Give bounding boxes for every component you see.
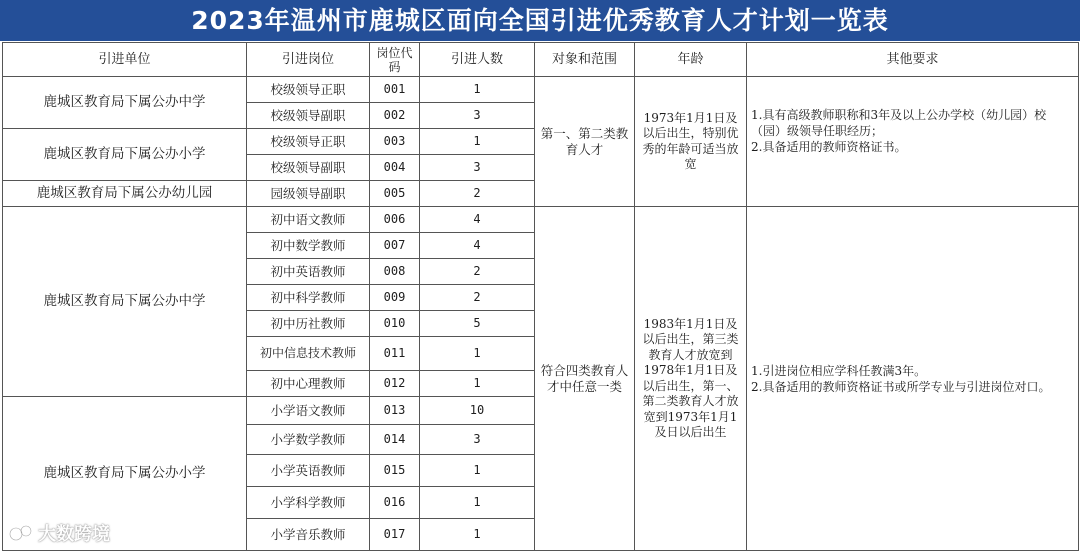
- header-age: 年龄: [635, 43, 747, 77]
- count-cell: 1: [420, 487, 535, 519]
- requirement-line: 1.引进岗位相应学科任教满3年。: [751, 363, 927, 378]
- post-cell: 校级领导正职: [247, 77, 370, 103]
- count-cell: 2: [420, 181, 535, 207]
- code-cell: 016: [370, 487, 420, 519]
- header-row: [3, 43, 1079, 77]
- header-code: 岗位代码: [370, 43, 420, 77]
- age-cell: 1983年1月1日及以后出生，第三类教育人才放宽到1978年1月1日及以后出生，第一、第二类教育人才放宽到1973年1月1及日以后出生: [635, 207, 747, 551]
- code-cell: 010: [370, 311, 420, 337]
- code-cell: 007: [370, 233, 420, 259]
- count-cell: 3: [420, 103, 535, 129]
- header-count: 引进人数: [420, 43, 535, 77]
- count-cell: 1: [420, 77, 535, 103]
- count-cell: 1: [420, 129, 535, 155]
- count-cell: 2: [420, 285, 535, 311]
- recruitment-table: [2, 42, 1079, 551]
- count-cell: 2: [420, 259, 535, 285]
- brand-logo-icon: [8, 522, 34, 544]
- code-cell: 014: [370, 425, 420, 455]
- code-cell: 005: [370, 181, 420, 207]
- post-cell: 园级领导副职: [247, 181, 370, 207]
- post-cell: 初中英语教师: [247, 259, 370, 285]
- unit-cell: 鹿城区教育局下属公办幼儿园: [3, 181, 247, 207]
- code-cell: 015: [370, 455, 420, 487]
- count-cell: 4: [420, 207, 535, 233]
- post-cell: 初中信息技术教师: [247, 337, 370, 371]
- post-cell: 初中数学教师: [247, 233, 370, 259]
- post-cell: 初中心理教师: [247, 371, 370, 397]
- table-row: [3, 207, 1079, 233]
- post-cell: 初中科学教师: [247, 285, 370, 311]
- code-cell: 011: [370, 337, 420, 371]
- code-cell: 017: [370, 519, 420, 551]
- requirements-cell: [747, 207, 1079, 551]
- table-row: [3, 77, 1079, 103]
- requirements-cell: [747, 77, 1079, 207]
- count-cell: 1: [420, 455, 535, 487]
- code-cell: 012: [370, 371, 420, 397]
- requirement-line: 2.具备适用的教师资格证书。: [751, 140, 907, 154]
- code-cell: 003: [370, 129, 420, 155]
- code-cell: 008: [370, 259, 420, 285]
- code-cell: 013: [370, 397, 420, 425]
- header-target: 对象和范围: [535, 43, 635, 77]
- code-cell: 002: [370, 103, 420, 129]
- post-cell: 初中语文教师: [247, 207, 370, 233]
- watermark-text: 大数跨境: [38, 524, 110, 545]
- count-cell: 5: [420, 311, 535, 337]
- header-unit: 引进单位: [3, 43, 247, 77]
- target-cell: 第一、第二类教育人才: [535, 77, 635, 207]
- count-cell: 3: [420, 155, 535, 181]
- post-cell: 小学语文教师: [247, 397, 370, 425]
- unit-cell: 鹿城区教育局下属公办中学: [3, 77, 247, 129]
- post-cell: 校级领导副职: [247, 155, 370, 181]
- count-cell: 1: [420, 519, 535, 551]
- post-cell: 校级领导正职: [247, 129, 370, 155]
- count-cell: 1: [420, 371, 535, 397]
- target-cell: 符合四类教育人才中任意一类: [535, 207, 635, 551]
- code-cell: 006: [370, 207, 420, 233]
- count-cell: 4: [420, 233, 535, 259]
- requirement-line: 2.具备适用的教师资格证书或所学专业与引进岗位对口。: [751, 379, 1051, 394]
- unit-cell: 鹿城区教育局下属公办小学: [3, 129, 247, 181]
- count-cell: 1: [420, 337, 535, 371]
- code-cell: 001: [370, 77, 420, 103]
- count-cell: 3: [420, 425, 535, 455]
- code-cell: 004: [370, 155, 420, 181]
- post-cell: 小学科学教师: [247, 487, 370, 519]
- header-post: 引进岗位: [247, 43, 370, 77]
- count-cell: 10: [420, 397, 535, 425]
- post-cell: 小学音乐教师: [247, 519, 370, 551]
- header-other: 其他要求: [747, 43, 1079, 77]
- post-cell: 校级领导副职: [247, 103, 370, 129]
- age-cell: 1973年1月1日及以后出生，特别优秀的年龄可适当放宽: [635, 77, 747, 207]
- post-cell: 小学英语教师: [247, 455, 370, 487]
- unit-cell: 鹿城区教育局下属公办小学: [3, 397, 247, 551]
- table-title: 2023年温州市鹿城区面向全国引进优秀教育人才计划一览表: [0, 0, 1080, 41]
- requirement-line: 1.具有高级教师职称和3年及以上公办学校（幼儿园）校（园）级领导任职经历；: [751, 108, 1047, 138]
- code-cell: 009: [370, 285, 420, 311]
- post-cell: 初中历社教师: [247, 311, 370, 337]
- watermark: [8, 520, 110, 546]
- unit-cell: 鹿城区教育局下属公办中学: [3, 207, 247, 397]
- post-cell: 小学数学教师: [247, 425, 370, 455]
